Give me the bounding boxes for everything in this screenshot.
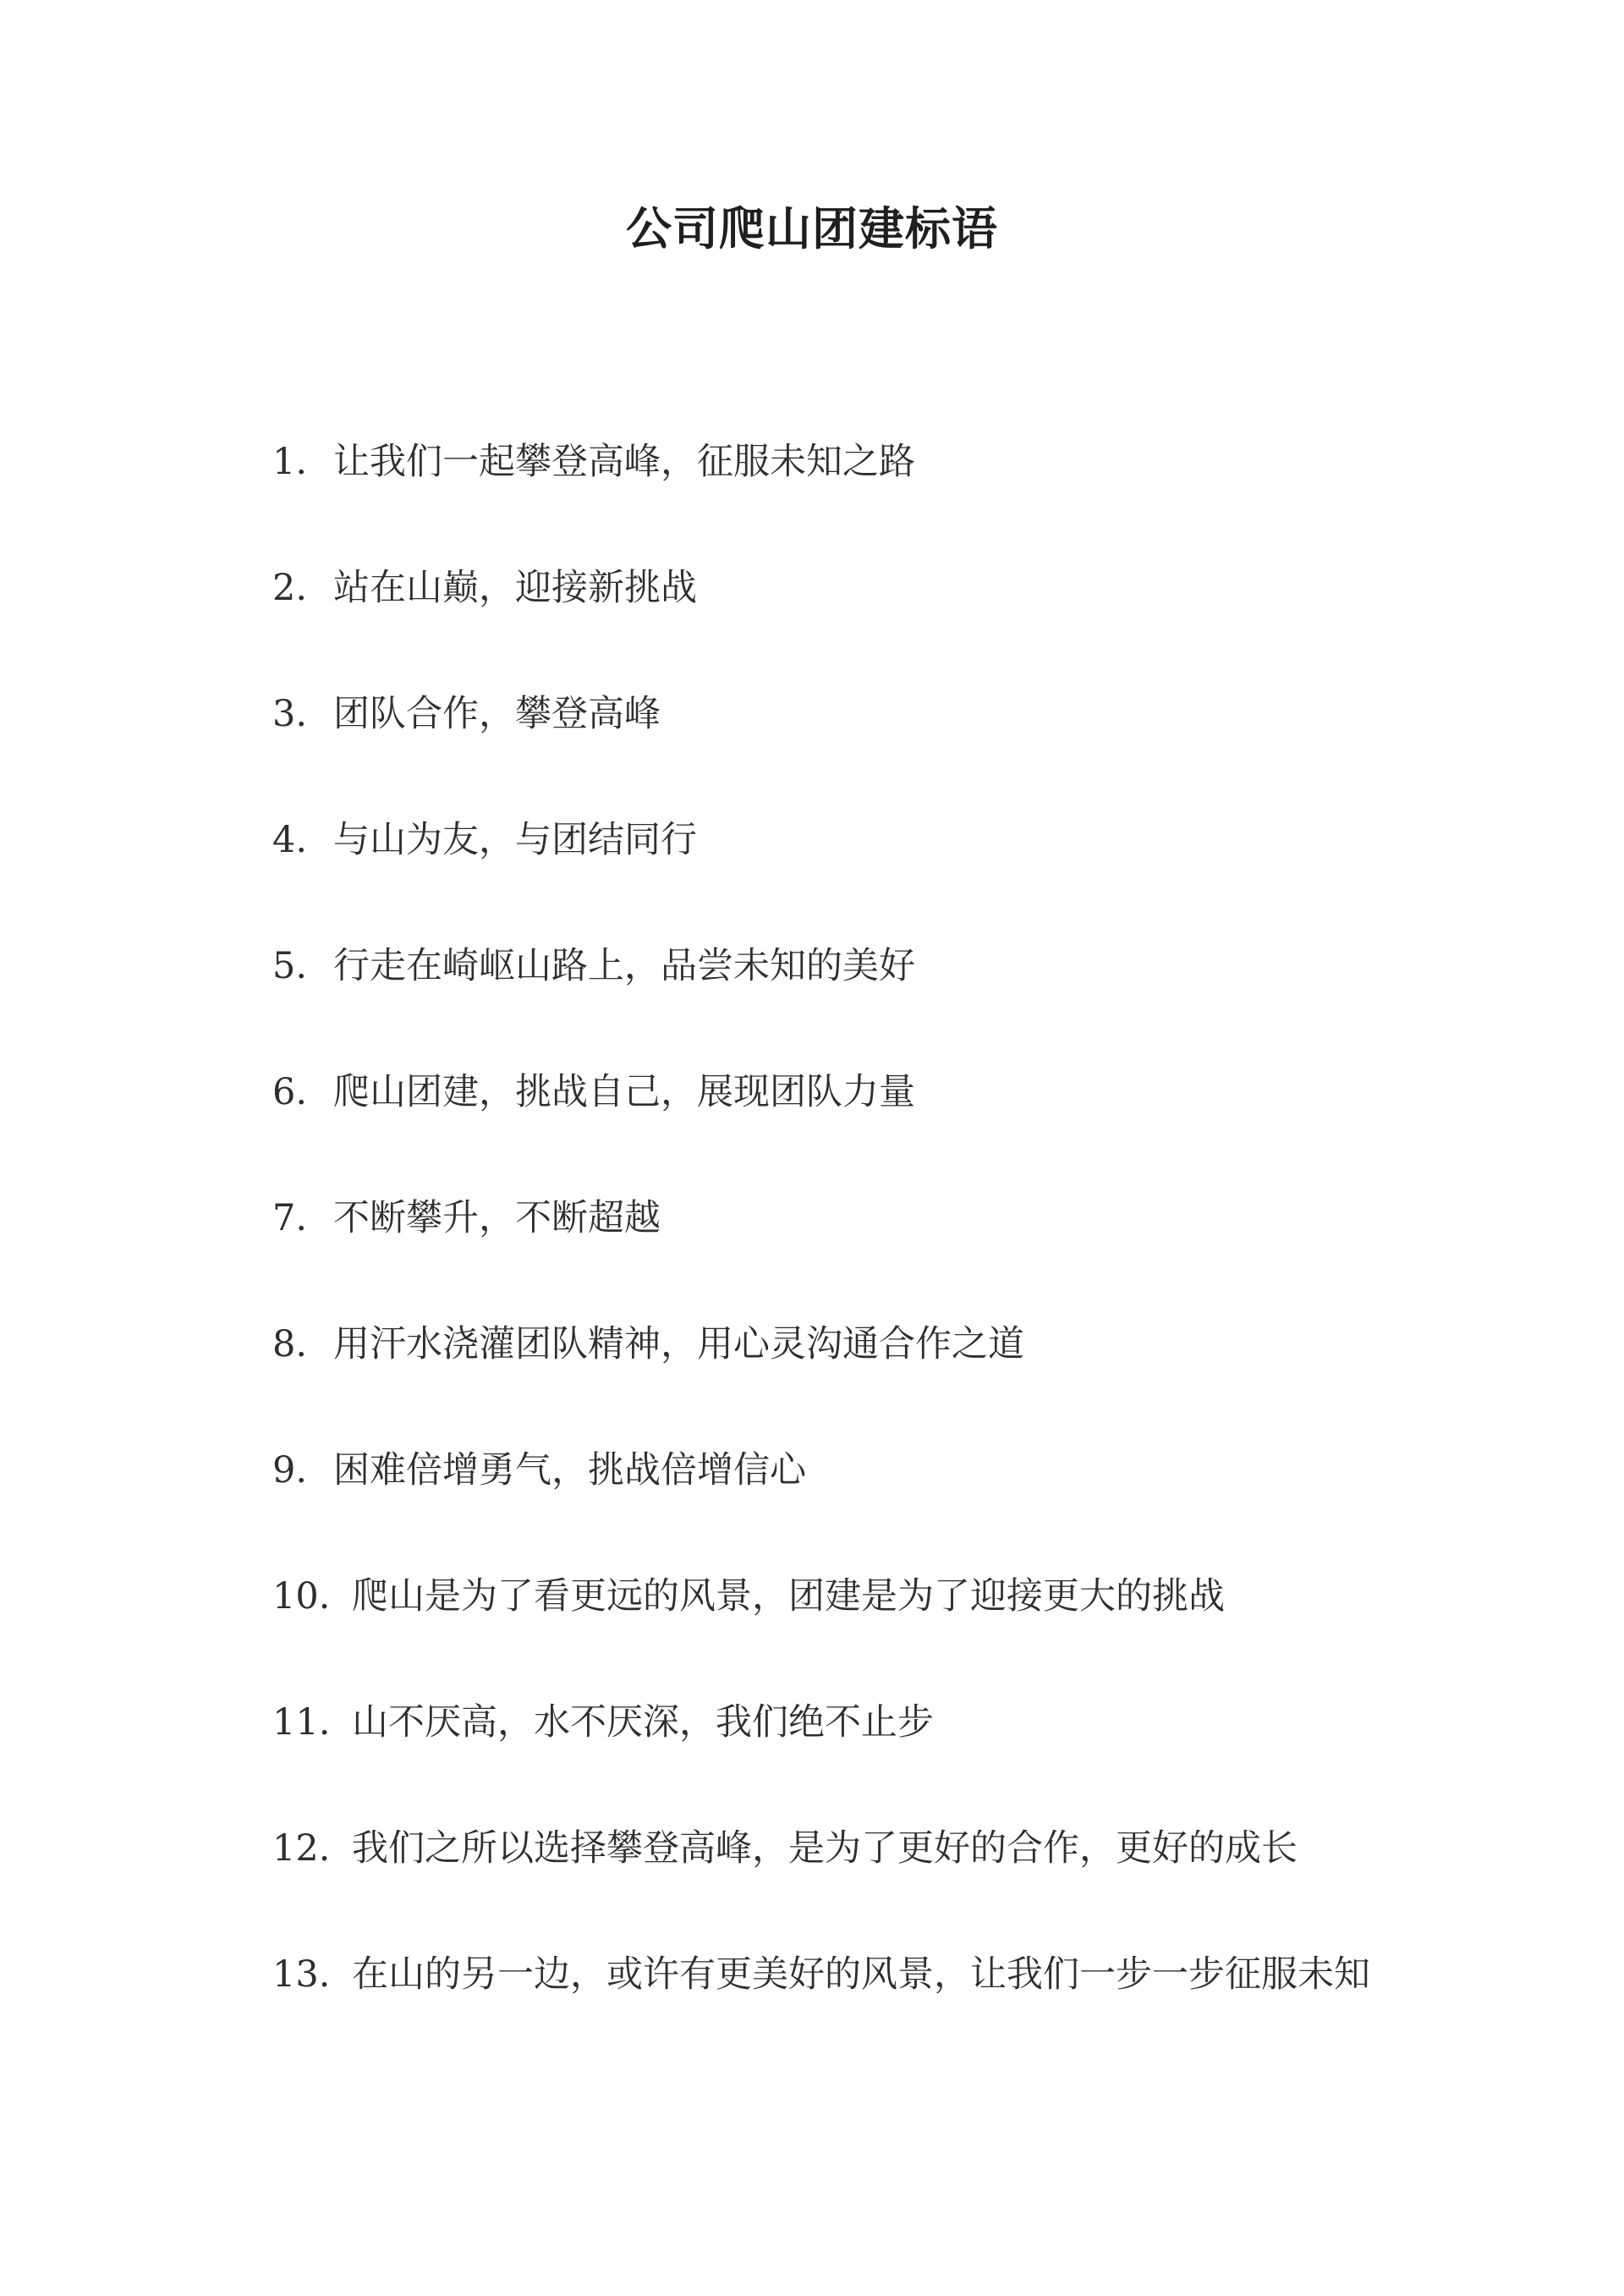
item-text: 站在山巅，迎接新挑战: [333, 567, 697, 609]
list-item: [272, 1445, 1490, 1571]
item-text: 行走在崎岖山路上，品尝未知的美好: [333, 945, 915, 987]
item-text: 让我们一起攀登高峰，征服未知之路: [333, 441, 915, 483]
item-number: 11.: [272, 1701, 331, 1744]
list-item: [272, 689, 1490, 815]
item-number: 9.: [272, 1449, 308, 1491]
item-text: 爬山团建，挑战自己，展现团队力量: [333, 1071, 915, 1113]
item-text: 困难倍增勇气，挑战倍增信心: [333, 1449, 806, 1491]
item-number: 5.: [272, 945, 308, 987]
item-text: 山不厌高，水不厌深，我们绝不止步: [352, 1701, 934, 1744]
list-item: [272, 1193, 1490, 1319]
item-number: 6.: [272, 1071, 308, 1113]
item-text: 我们之所以选择攀登高峰，是为了更好的合作，更好的成长: [352, 1827, 1298, 1870]
item-number: 12.: [272, 1827, 331, 1870]
item-text: 爬山是为了看更远的风景，团建是为了迎接更大的挑战: [352, 1575, 1225, 1618]
item-number: 2.: [272, 567, 308, 609]
list-item: [272, 1319, 1490, 1445]
item-number: 13.: [272, 1953, 331, 1996]
slogan-list: [272, 437, 1490, 2075]
item-number: 4.: [272, 819, 308, 861]
list-item: [272, 1571, 1490, 1697]
item-text: 团队合作，攀登高峰: [333, 693, 661, 735]
list-item: [272, 1067, 1490, 1193]
item-text: 与山为友，与团结同行: [333, 819, 697, 861]
list-item: [272, 815, 1490, 941]
list-item: [272, 563, 1490, 689]
list-item: [272, 941, 1490, 1067]
list-item: [272, 1949, 1490, 2075]
item-text: 在山的另一边，或许有更美好的风景，让我们一步一步征服未知: [352, 1953, 1370, 1996]
item-number: 3.: [272, 693, 308, 735]
item-number: 7.: [272, 1197, 308, 1239]
item-text: 不断攀升，不断超越: [333, 1197, 661, 1239]
item-number: 1.: [272, 441, 308, 483]
item-text: 用汗水浇灌团队精神，用心灵沟通合作之道: [333, 1323, 1024, 1365]
list-item: [272, 437, 1490, 563]
list-item: [272, 1823, 1490, 1949]
item-number: 8.: [272, 1323, 308, 1365]
item-number: 10.: [272, 1575, 331, 1618]
list-item: [272, 1697, 1490, 1823]
document-title: 公司爬山团建标语: [626, 201, 998, 255]
